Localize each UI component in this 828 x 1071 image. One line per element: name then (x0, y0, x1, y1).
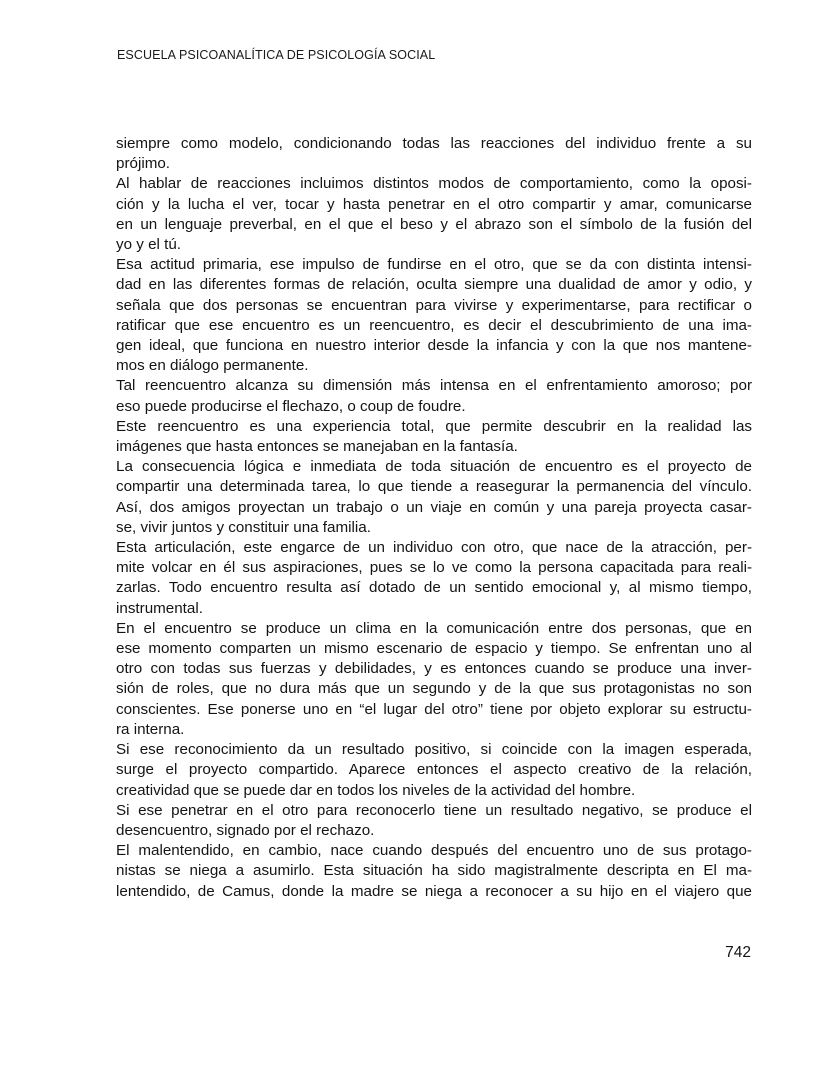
paragraph (116, 174, 752, 255)
text-line: se, vivir juntos y constituir una familia. (116, 518, 371, 536)
page-number: 742 (725, 944, 751, 961)
text-line: Si ese penetrar en el otro para reconocerlo tiene un resultado negativo, se produce el (116, 801, 752, 819)
text-line: compartir una determinada tarea, lo que tiende a reasegurar la permanencia del vínculo. (116, 478, 752, 496)
text-line: Esta articulación, este engarce de un individuo con otro, que nace de la atracción, per- (116, 539, 752, 557)
text-line: dad en las diferentes formas de relación, oculta siempre una dualidad de amor y odio, y (116, 276, 752, 294)
text-line: ese momento comparten un mismo escenario de espacio y tiempo. Se enfrentan uno al (116, 640, 752, 658)
text-line: mite volcar en él sus aspiraciones, pues se lo ve como la persona capacitada para reali- (116, 559, 752, 577)
paragraph (116, 619, 752, 740)
text-line: desencuentro, signado por el rechazo. (116, 821, 375, 839)
text-line: señala que dos personas se encuentran para vivirse y experimentarse, para rectificar o (116, 296, 752, 314)
text-line: sión de roles, que no dura más que un segundo y de la que sus protagonistas no son (116, 680, 752, 698)
text-line: ción y la lucha el ver, tocar y hasta penetrar en el otro compartir y amar, comunicarse (116, 195, 752, 213)
paragraph (116, 376, 752, 416)
text-line: creatividad que se puede dar en todos los niveles de la actividad del hombre. (116, 781, 636, 799)
text-line: lentendido, de Camus, donde la madre se niega a reconocer a su hijo en el viajero que (116, 882, 752, 900)
text-line: Tal reencuentro alcanza su dimensión más intensa en el enfrentamiento amoroso; por (116, 377, 752, 395)
text-line: otro con todas sus fuerzas y debilidades, y es entonces cuando se produce una inver- (116, 660, 752, 678)
text-line: prójimo. (116, 155, 171, 173)
paragraph (116, 740, 752, 801)
text-line: en un lenguaje preverbal, en el que el beso y el abrazo son el símbolo de la fusión del (116, 215, 752, 233)
paragraph (116, 417, 752, 457)
text-line: nistas se niega a asumirlo. Esta situación ha sido magistralmente descripta en El ma- (116, 862, 752, 880)
text-line: La consecuencia lógica e inmediata de toda situación de encuentro es el proyecto de (116, 458, 752, 476)
text-line: zarlas. Todo encuentro resulta así dotado de un sentido emocional y, al mismo tiempo, (116, 579, 752, 597)
text-line: surge el proyecto compartido. Aparece entonces el aspecto creativo de la relación, (116, 761, 752, 779)
text-line: ra interna. (116, 720, 185, 738)
paragraph (116, 134, 752, 174)
text-line: Así, dos amigos proyectan un trabajo o un viaje en común y una pareja proyecta casar- (116, 498, 752, 516)
text-line: Si ese reconocimiento da un resultado positivo, si coincide con la imagen esperada, (116, 741, 752, 759)
text-line: El malentendido, en cambio, nace cuando después del encuentro uno de sus protago- (116, 842, 752, 860)
paragraph (116, 801, 752, 841)
text-line: yo y el tú. (116, 236, 181, 254)
paragraph (116, 457, 752, 538)
text-line: Este reencuentro es una experiencia total, que permite descubrir en la realidad las (116, 417, 752, 435)
text-line: En el encuentro se produce un clima en la comunicación entre dos personas, que en (116, 619, 752, 637)
running-header: ESCUELA PSICOANALÍTICA DE PSICOLOGÍA SOCIAL (117, 48, 436, 62)
paragraph (116, 841, 752, 902)
text-line: gen ideal, que funciona en nuestro interior desde la infancia y con la que nos mantene- (116, 337, 752, 355)
paragraph (116, 255, 752, 376)
text-line: ratificar que ese encuentro es un reencuentro, es decir el descubrimiento de una ima- (116, 316, 752, 334)
text-line: Al hablar de reacciones incluimos distintos modos de comportamiento, como la oposi- (116, 175, 752, 193)
text-line: siempre como modelo, condicionando todas las reacciones del individuo frente a su (116, 135, 752, 152)
paragraph (116, 538, 752, 619)
text-line: Esa actitud primaria, ese impulso de fundirse en el otro, que se da con distinta intensi- (116, 256, 752, 274)
text-line: mos en diálogo permanente. (116, 357, 309, 375)
body-text (116, 134, 752, 902)
text-line: imágenes que hasta entonces se manejaban en la fantasía. (116, 438, 518, 456)
text-line: conscientes. Ese ponerse uno en “el lugar del otro” tiene por objeto explorar su estructu- (116, 700, 752, 718)
text-line: eso puede producirse el flechazo, o coup de foudre. (116, 397, 466, 415)
text-line: instrumental. (116, 599, 203, 617)
